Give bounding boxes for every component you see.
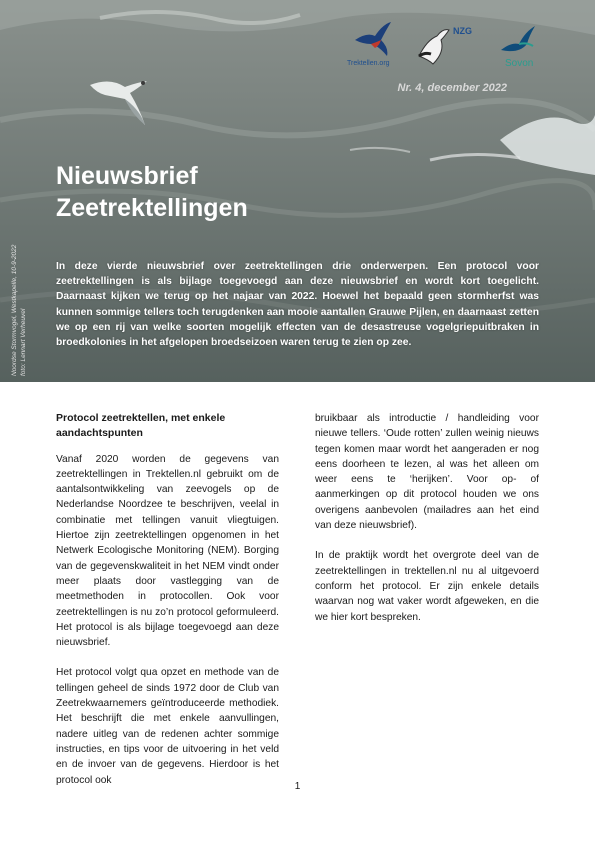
trektellen-logo [345, 22, 400, 74]
swallow-icon [353, 22, 393, 56]
gannet-icon [415, 26, 453, 68]
article-paragraph: Het protocol volgt qua opzet en methode van de tellingen geheel de sinds 1972 door de Club van Zeetrekwaarnemers geïntroduceerde methodiek. Het beschrijft die met enkele aanvullingen, nadere uitleg van de redenen achter sommige instructies, en tips voor de uitvoering in het veld en de invoer van de gegevens. Hierdoor is het protocol ook [56, 667, 279, 786]
article-paragraph: Vanaf 2020 worden de gegevens van zeetrektellingen in Trektellen.nl gebruikt om de aantalsontwikkeling van zeevogels op de Nederlandse Noordzee te beschrijven, veelal in combinatie met tellingen vanuit vliegtuigen. Hiertoe zijn zeetrektellingen opgenomen in het Netwerk Ecologische Monitoring (NEM). Borging van de gegevenskwaliteit in het NEM vindt onder meer plaats door vastlegging van de meetmethoden in protocollen. Ook voor zeetrektellingen is nu zo’n protocol geformuleerd. Het protocol is als bijlage toegevoegd aan deze nieuwsbrief. [56, 453, 279, 649]
title-line-1: Nieuwsbrief [56, 162, 198, 190]
article-column-left [56, 411, 279, 803]
trektellen-logo-caption: Trektellen.org [347, 60, 390, 67]
fulmar-bird-icon [85, 75, 155, 130]
nzg-logo [415, 22, 485, 74]
article-column-right [315, 411, 539, 640]
article-paragraph: bruikbaar als introductie / handleiding voor nieuwe tellers. ‘Oude rotten’ zullen weinig nieuws tegen komen maar wordt het aangeraden er nog eens doorheen te lezen, al was het alleen om weer eens te ‘herijken’. Voor op- of aanmerkingen op dit protocol houden we ons overigens aanbevolen (mailadres aan het eind van deze nieuwsbrief). [315, 413, 539, 532]
photo-credit-line-2: foto: Lennart Verheuvel [20, 308, 27, 376]
article-heading: Protocol zeetrektellen, met enkele aandachtspunten [56, 412, 226, 440]
issue-number: Nr. 4, december 2022 [397, 82, 507, 94]
photo-credit [10, 176, 40, 376]
photo-credit-line-1: Noordse Stormvogel, Westkapelle, 10-9-2022 [11, 244, 18, 376]
page-title [56, 160, 248, 224]
sovon-bird-icon [499, 24, 539, 56]
sovon-logo-caption: Sovon [505, 58, 534, 69]
page-number: 1 [294, 781, 301, 792]
nzg-logo-caption: NZG [453, 26, 472, 36]
sovon-logo [495, 22, 550, 74]
cover-photo [0, 0, 595, 382]
title-line-2: Zeetrektellingen [56, 194, 248, 222]
article-paragraph: In de praktijk wordt het overgrote deel van de zeetrektellingen in trektellen.nl nu al uitgevoerd conform het protocol. Er zijn enkele details waarvan nog wat vaker wordt afgeweken, en die we hier kort bespreken. [315, 550, 539, 623]
partner-logos [345, 22, 550, 74]
intro-text: In deze vierde nieuwsbrief over zeetrektellingen drie onderwerpen. Een protocol voor zeetrektellingen is als bijlage toegevoegd aan deze nieuwsbrief en wordt kort toegelicht. Daarnaast kijken we terug op het najaar van 2022. Hoewel het bepaald geen stormherfst was kunnen sommige tellers toch terugdenken aan mooie aantallen Grauwe Pijlen, en daarnaast zetten we op een rij van welke soorten mogelijk effecten van de desastreuse vogelgriepuitbraken in broedkolonies in het afgelopen broedseizoen waren terug te zien op zee. [56, 261, 539, 349]
